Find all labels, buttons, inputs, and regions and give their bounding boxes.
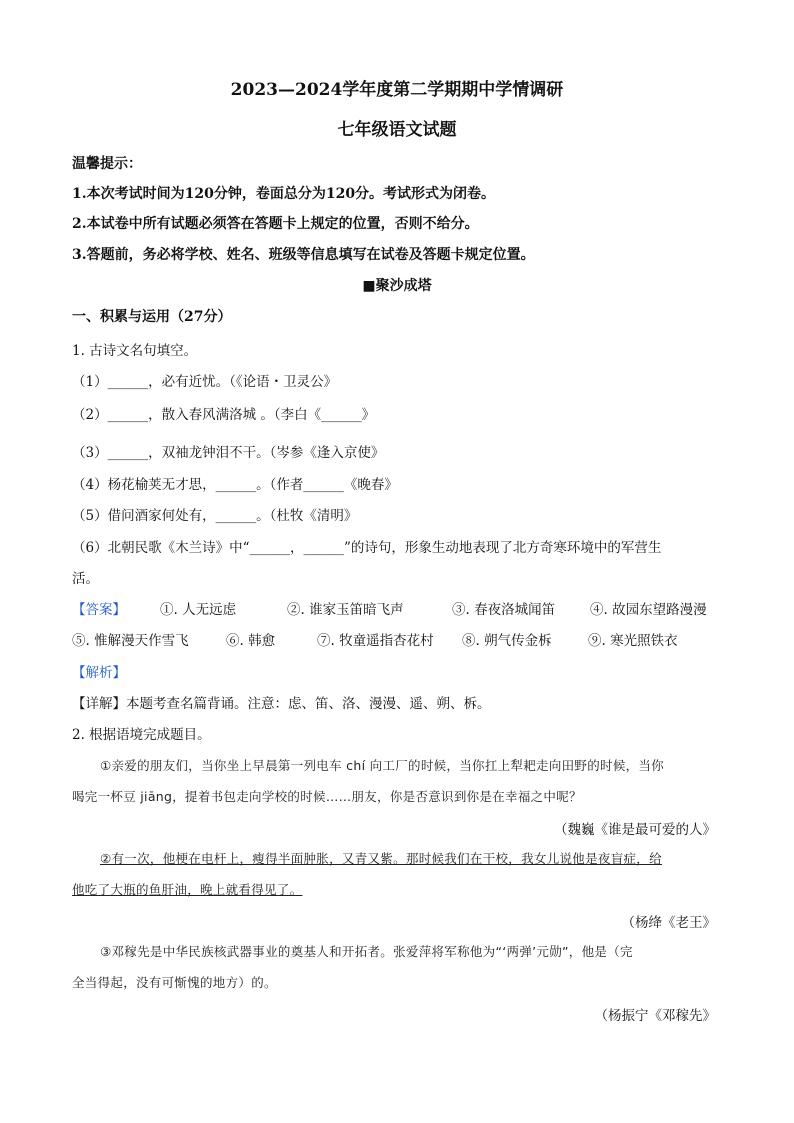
passage-source: （杨振宁《邓稼先》 (594, 1008, 716, 1024)
detail-text: 【详解】本题考查名篇背诵。注意：虑、笛、洛、漫漫、遥、朔、柝。 (72, 696, 491, 712)
answer-item: ④. 故园东望路漫漫 (590, 602, 707, 618)
question-line: 活。 (72, 571, 99, 587)
analysis-label: 【解析】 (72, 665, 126, 681)
passage-line-underlined: 他吃了大瓶的鱼肝油，晚上就看得见了。 (72, 882, 303, 897)
answer-label: 【答案】 (72, 602, 126, 618)
exam-title: 2023—2024学年度第二学期期中学情调研 (230, 80, 564, 100)
answer-item: ③. 春夜洛城闻笛 (452, 602, 556, 618)
answer-item: ②. 谁家玉笛暗飞声 (287, 602, 404, 618)
passage-line-underlined: ②有一次，他梗在电杆上，瘦得半面肿胀，又青又紫。那时候我们在干校，我女儿说他是夜盲症，给 (100, 851, 662, 866)
tips-heading: 温馨提示： (72, 156, 142, 172)
answer-item: ⑥. 韩愈 (226, 633, 276, 649)
answer-item: ⑦. 牧童遥指杏花村 (317, 633, 434, 649)
tip-item: 1.本次考试时间为120分钟，卷面总分为120分。考试形式为闭卷。 (72, 186, 496, 202)
question-line: （3）______，双袖龙钟泪不干。（岑参《逢入京使》 (72, 445, 385, 461)
tip-item: 2.本试卷中所有试题必须答在答题卡上规定的位置，否则不给分。 (72, 216, 479, 232)
answer-row (72, 629, 732, 649)
exam-subtitle: 七年级语文试题 (337, 120, 457, 140)
answer-item: ⑤. 惟解漫天作雪飞 (72, 633, 189, 649)
question-stem: 2. 根据语境完成题目。 (72, 727, 211, 743)
passage-source: （杨绛《老王》 (621, 915, 716, 931)
section-marker: ■聚沙成塔 (362, 278, 432, 294)
question-line: （4）杨花榆荚无才思，______。（作者______《晚春》 (72, 477, 398, 493)
answer-item: ⑨. 寒光照铁衣 (588, 633, 678, 649)
answer-row (72, 598, 732, 618)
part-heading: 一、积累与运用（27分） (72, 309, 232, 325)
question-line: （5）借问酒家何处有，______。（杜牧《清明》 (72, 508, 358, 524)
question-line: （1）______，必有近忧。（《论语・卫灵公》 (72, 374, 338, 390)
question-line: （2）______，散入春风满洛城 。（李白《______》 (72, 407, 376, 423)
question-stem: 1. 古诗文名句填空。 (72, 343, 198, 359)
passage-line: 全当得起，没有可惭愧的地方）的。 (72, 975, 277, 990)
answer-item: ①. 人无远虑 (160, 602, 237, 618)
answer-item: ⑧. 朔气传金柝 (462, 633, 552, 649)
passage-line: 喝完一杯豆 jiāng，提着书包走向学校的时候……朋友，你是否意识到你是在幸福之中呢？ (72, 789, 582, 804)
question-line: （6）北朝民歌《木兰诗》中“______，______”的诗句，形象生动地表现了北方奇寒环境中的军营生 (72, 540, 662, 556)
passage-line: ③邓稼先是中华民族核武器事业的奠基人和开拓者。张爱萍将军称他为“‘两弹’元勋”，他是（完 (100, 944, 633, 959)
tip-item: 3.答题前，务必将学校、姓名、班级等信息填写在试卷及答题卡规定位置。 (72, 247, 535, 263)
passage-source: （魏巍《谁是最可爱的人》 (554, 822, 716, 838)
passage-line: ①亲爱的朋友们，当你坐上早晨第一列电车 chí 向工厂的时候，当你扛上犁耙走向田野的时候，当你 (100, 758, 665, 773)
